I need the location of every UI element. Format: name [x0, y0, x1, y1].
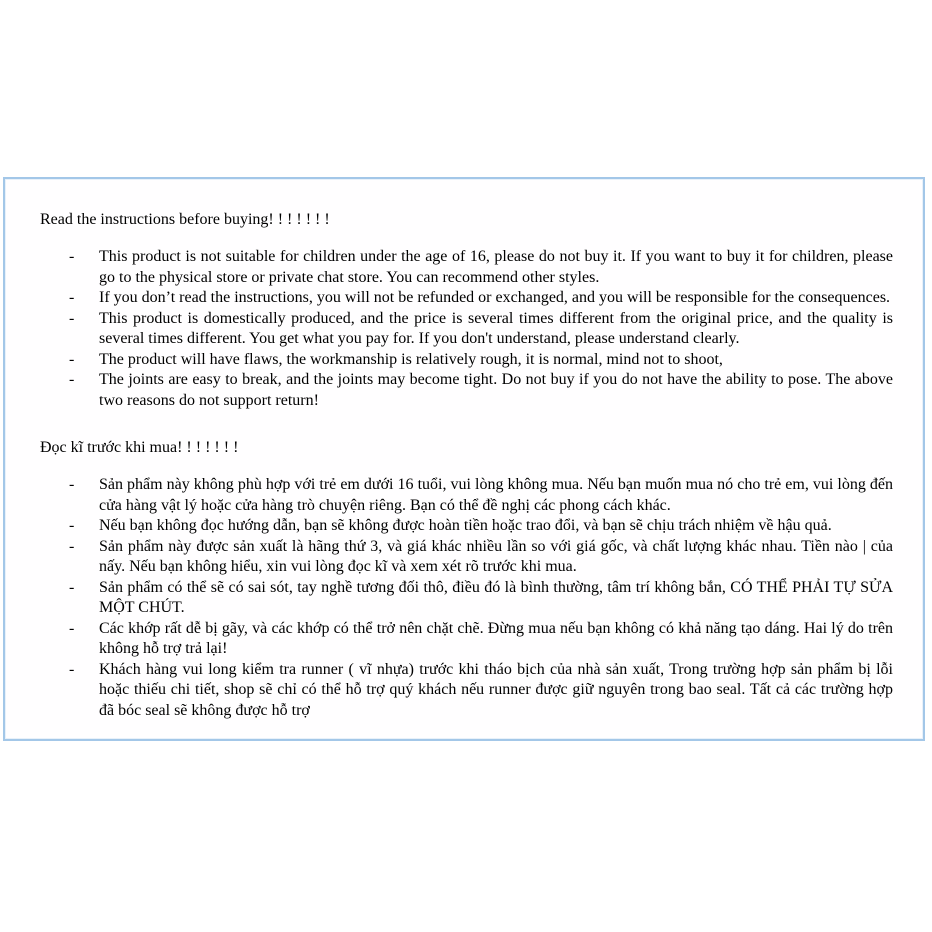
dash-bullet: -	[69, 350, 75, 368]
dash-bullet: -	[69, 309, 75, 327]
dash-bullet: -	[69, 537, 75, 555]
dash-bullet: -	[69, 517, 75, 534]
dash-bullet: -	[69, 371, 75, 388]
english-bullet-list	[40, 247, 893, 411]
dash-bullet: -	[69, 289, 75, 306]
list-item-text: Sản phẩm có thể sẽ có sai sót, tay nghề tương đối thô, điều đó là bình thường, tâm trí không bắn, CÓ THỂ PHẢI TỰ SỬA MỘT CHÚT.	[99, 578, 893, 616]
list-item-text: Nếu bạn không đọc hướng dẫn, bạn sẽ không được hoàn tiền hoặc trao đổi, và bạn sẽ chịu trách nhiệm về hậu quả.	[99, 517, 832, 534]
vietnamese-bullet-list	[40, 475, 893, 721]
list-item	[40, 350, 893, 371]
list-item-text: Khách hàng vui long kiểm tra runner ( vĩ nhựa) trước khi tháo bịch của nhà sản xuất, Trong trường hợp sản phẩm bị lỗi hoặc thiếu chi tiết, shop sẽ chỉ có thể hỗ trợ quý khách nếu runner được giữ nguyên trong bao seal. Tất cả các trường hợp đã bóc seal sẽ không được hỗ trợ	[99, 660, 893, 719]
dash-bullet: -	[69, 248, 75, 265]
list-item-text: Sản phẩm này được sản xuất là hãng thứ 3, và giá khác nhiều lần so với giá gốc, và chất lượng khác nhau. Tiền nào | của nấy. Nếu bạn không hiểu, xin vui lòng đọc kĩ và xem xét rõ trước khi mua.	[99, 537, 893, 575]
dash-bullet: -	[69, 476, 75, 493]
dash-bullet: -	[69, 578, 75, 596]
list-item	[40, 516, 893, 537]
list-item	[40, 619, 893, 660]
list-item-text: Các khớp rất dễ bị gãy, và các khớp có thể trở nên chặt chẽ. Đừng mua nếu bạn không có khả năng tạo dáng. Hai lý do trên không hỗ trợ trả lại!	[99, 619, 893, 657]
list-item	[40, 370, 893, 411]
notice-content	[5, 179, 923, 721]
list-item	[40, 288, 893, 309]
dash-bullet: -	[69, 619, 75, 637]
list-item-text: The product will have flaws, the workmanship is relatively rough, it is normal, mind not to shoot,	[99, 350, 723, 368]
list-item-text: Sản phẩm này không phù hợp với trẻ em dưới 16 tuổi, vui lòng không mua. Nếu bạn muốn mua nó cho trẻ em, vui lòng đến cửa hàng vật lý hoặc cửa hàng trò chuyện riêng. Bạn có thể đề nghị các phong cách khác.	[99, 476, 893, 514]
vietnamese-heading: Đọc kĩ trước khi mua! ! ! ! ! ! !	[40, 439, 239, 456]
instruction-notice-card	[3, 177, 925, 741]
list-item	[40, 578, 893, 619]
list-item-text: This product is not suitable for children under the age of 16, please do not buy it. If you want to buy it for children, please go to the physical store or private chat store. You can recommend other styles.	[99, 248, 893, 286]
list-item	[40, 475, 893, 516]
list-item	[40, 309, 893, 350]
list-item	[40, 537, 893, 578]
dash-bullet: -	[69, 660, 75, 678]
list-item	[40, 247, 893, 288]
list-item	[40, 660, 893, 722]
list-item-text: This product is domestically produced, and the price is several times different from the original price, and the quality is several times different. You get what you pay for. If you don't understand, please understand clearly.	[99, 309, 893, 347]
english-heading: Read the instructions before buying! ! ! ! ! ! !	[40, 211, 330, 228]
list-item-text: The joints are easy to break, and the joints may become tight. Do not buy if you do not have the ability to pose. The above two reasons do not support return!	[99, 371, 893, 409]
list-item-text: If you don’t read the instructions, you will not be refunded or exchanged, and you will be responsible for the consequences.	[99, 289, 891, 306]
